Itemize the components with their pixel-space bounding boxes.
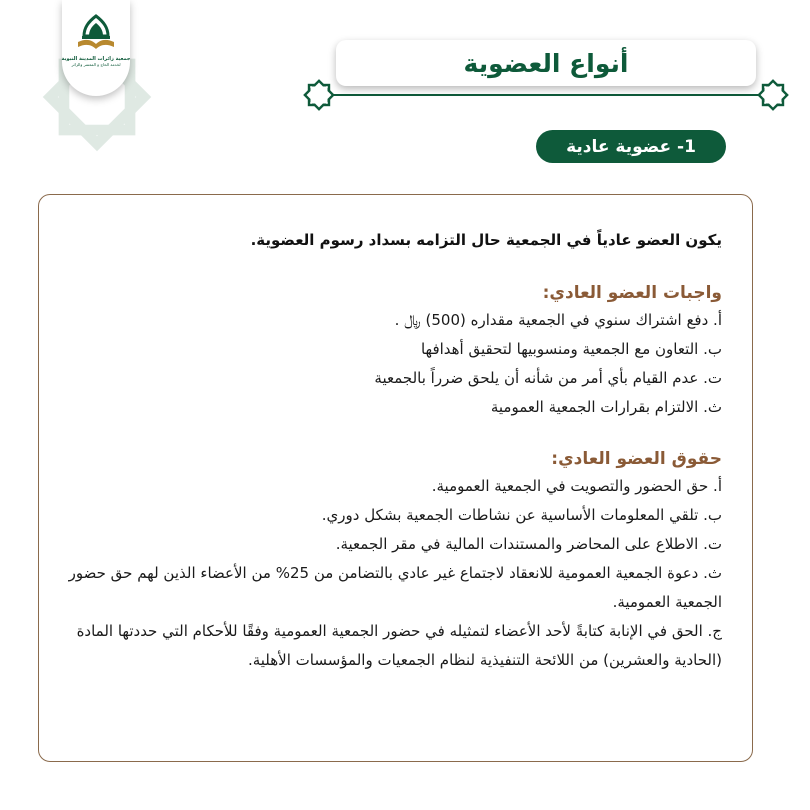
section-label-pill xyxy=(536,130,726,163)
membership-details xyxy=(60,228,722,675)
logo-tagline-text: لخدمة الحاج و المعتمر والزائر xyxy=(71,62,121,67)
intro-paragraph: يكون العضو عادياً في الجمعية حال التزامه بسداد رسوم العضوية. xyxy=(250,231,722,249)
mosque-dome-book-icon xyxy=(74,14,118,54)
right-item: أ. حق الحضور والتصويت في الجمعية العمومية. xyxy=(431,477,722,495)
star-ornament-icon xyxy=(302,78,336,112)
page-title-banner xyxy=(336,40,756,86)
duty-item: ت. عدم القيام بأي أمر من شأنه أن يلحق ضرراً بالجمعية xyxy=(374,369,722,387)
rights-heading: حقوق العضو العادي: xyxy=(551,449,722,469)
section-label: 1- عضوية عادية xyxy=(566,136,696,157)
logo-name-text: جمعية زائرات المدينة النبوية xyxy=(61,56,131,62)
title-underline-rule xyxy=(330,94,774,96)
right-item: ث. دعوة الجمعية العمومية للانعقاد لاجتماع غير عادي بالتضامن من 25% من الأعضاء الذين لهم حق حضور الجمعية العمومية. xyxy=(68,564,722,611)
right-item: ب. تلقي المعلومات الأساسية عن نشاطات الجمعية بشكل دوري. xyxy=(321,506,722,524)
duty-item: ب. التعاون مع الجمعية ومنسوبيها لتحقيق أهدافها xyxy=(420,340,722,358)
organization-logo xyxy=(62,0,130,96)
duty-item: ث. الالتزام بقرارات الجمعية العمومية xyxy=(490,398,722,416)
duty-item: أ. دفع اشتراك سنوي في الجمعية مقداره (500) ﷼ . xyxy=(394,311,722,329)
duties-heading: واجبات العضو العادي: xyxy=(542,283,722,303)
star-ornament-icon xyxy=(756,78,790,112)
right-item: ت. الاطلاع على المحاضر والمستندات المالية في مقر الجمعية. xyxy=(335,535,722,553)
page-title: أنواع العضوية xyxy=(463,48,629,78)
right-item: ج. الحق في الإنابة كتابةً لأحد الأعضاء لتمثيله في حضور الجمعية العمومية وفقًا للأحكام التي حددتها المادة (الحادية والعشرين) من اللائحة التنفيذية لنظام الجمعيات والمؤسسات الأهلية. xyxy=(76,622,722,669)
